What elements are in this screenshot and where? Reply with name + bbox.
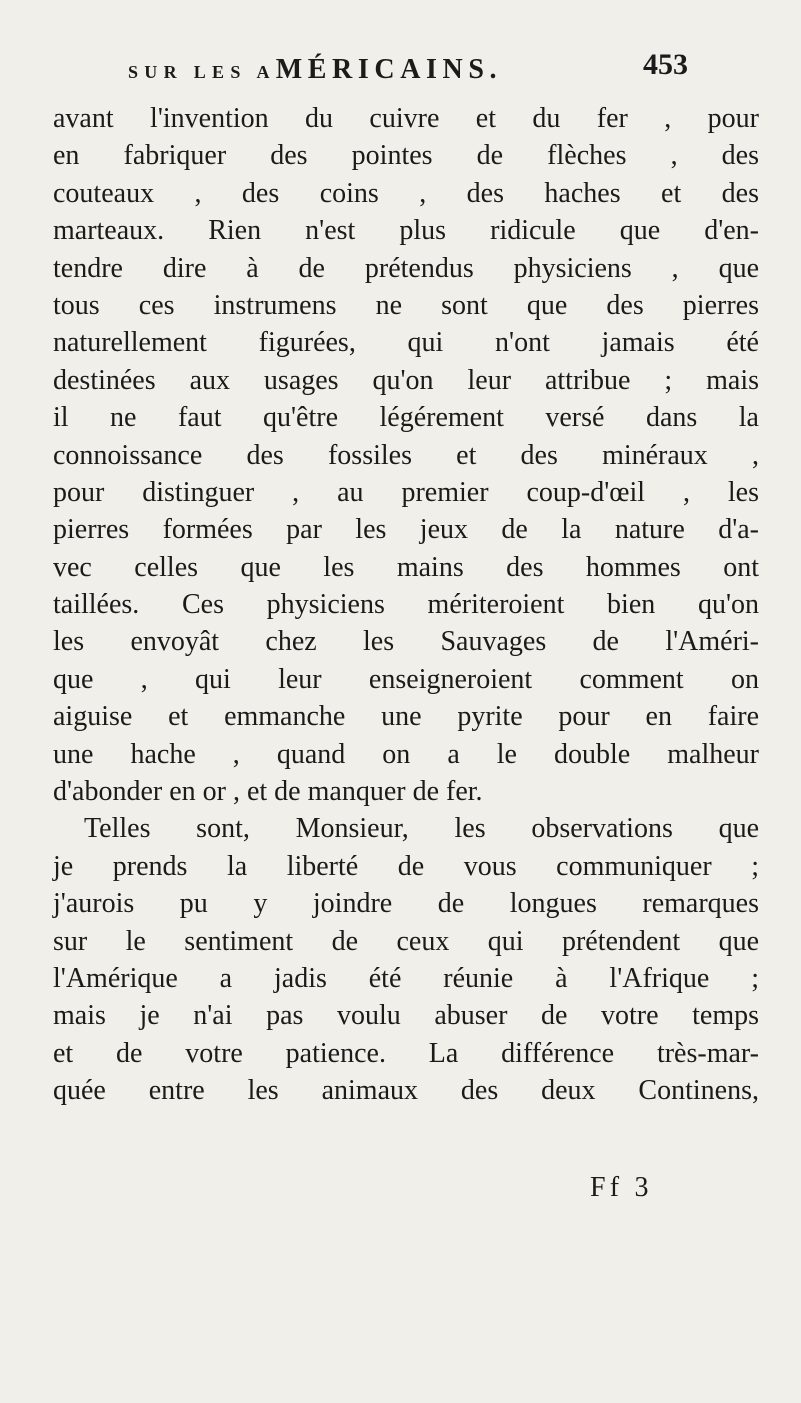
running-title — [128, 54, 502, 86]
text-line: d'abonder en or , et de manquer de fer. — [53, 776, 483, 808]
text-line: j'aurois pu y joindre de longues remarques — [53, 888, 759, 920]
text-line: les envoyât chez les Sauvages de l'Améri- — [53, 626, 759, 658]
text-line: il ne faut qu'être légérement versé dans la — [53, 402, 759, 434]
text-line: tendre dire à de prétendus physiciens , que — [53, 252, 759, 284]
text-line: vec celles que les mains des hommes ont — [53, 551, 759, 583]
text-line: naturellement figurées, qui n'ont jamais été — [53, 327, 759, 359]
text-line: sur le sentiment de ceux qui prétendent que — [53, 925, 759, 957]
text-line: destinées aux usages qu'on leur attribue ; mais — [53, 364, 759, 396]
text-line: connoissance des fossiles et des minéraux , — [53, 439, 759, 471]
text-line: mais je n'ai pas voulu abuser de votre temps — [53, 1000, 759, 1032]
text-line: taillées. Ces physiciens mériteroient bien qu'on — [53, 589, 759, 621]
text-line: couteaux , des coins , des haches et des — [53, 177, 759, 209]
signature-mark: Ff 3 — [590, 1172, 653, 1203]
text-line: que , qui leur enseigneroient comment on — [53, 663, 759, 695]
body-text — [53, 100, 759, 1110]
text-line: aiguise et emmanche une pyrite pour en faire — [53, 701, 759, 733]
text-line: une hache , quand on a le double malheur — [53, 738, 759, 770]
text-line: avant l'invention du cuivre et du fer , pour — [53, 103, 759, 134]
running-title-prefix: SUR LES A — [128, 62, 276, 82]
text-line: et de votre patience. La différence très-mar- — [53, 1037, 759, 1069]
text-line: Telles sont, Monsieur, les observations que — [84, 813, 759, 845]
text-line: pour distinguer , au premier coup-d'œil , les — [53, 476, 759, 508]
page-number: 453 — [643, 48, 688, 81]
text-line: marteaux. Rien n'est plus ridicule que d'en- — [53, 215, 759, 247]
text-line: tous ces instrumens ne sont que des pierres — [53, 289, 759, 321]
text-line: je prends la liberté de vous communiquer ; — [53, 850, 759, 882]
running-head — [128, 44, 688, 94]
text-line: en fabriquer des pointes de flèches , des — [53, 140, 759, 172]
text-line: quée entre les animaux des deux Continens, — [53, 1075, 759, 1107]
running-title-rest: MÉRICAINS. — [275, 54, 503, 85]
text-line: pierres formées par les jeux de la nature d'a- — [53, 514, 759, 546]
text-line: l'Amérique a jadis été réunie à l'Afrique ; — [53, 962, 759, 994]
